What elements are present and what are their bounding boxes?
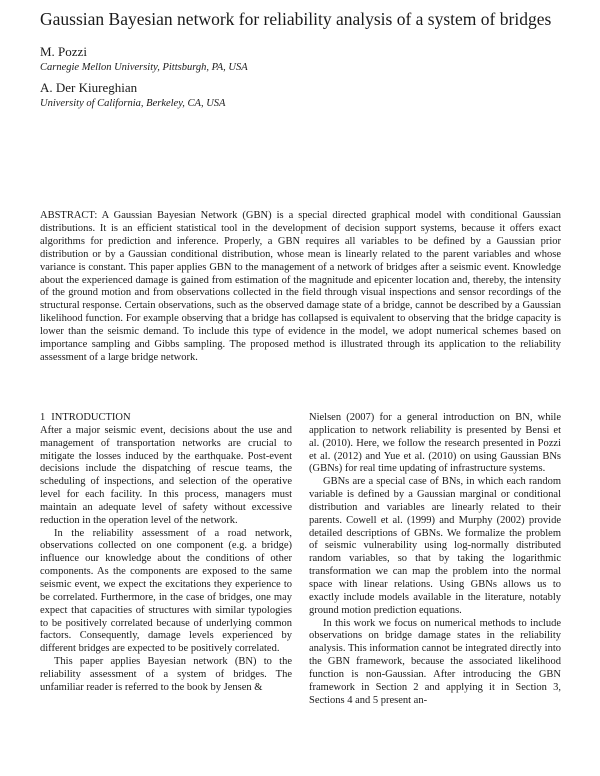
section-title: INTRODUCTION <box>51 412 131 423</box>
body-paragraph: In the reliability assessment of a road network, observations collected on one component (e.g. a bridge) influence our knowledge about the conditions of other components. As the components are exposed to the same seismic event, we expect the excitations they experience to be correlated. Furthermore, in the case of bridges, one may expect that capacities of structures with similar typologies to be positively correlated because of underlying common factors. Consequently, damage levels experienced by different bridges are expected to be positively correlated. <box>40 527 292 655</box>
section-heading <box>40 412 292 425</box>
body-paragraph: GBNs are a special case of BNs, in which each random variable is defined by a Gaussian marginal or conditional distribution and variables are linearly related to their parents. Cowell et al. (1999) and Murphy (2002) provide detailed descriptions of GBNs. We formalize the problem of seismic vulnerability using log-normally distributed random variables, so that by taking the logarithmic transformation we can map the problem into the normal space with linear relations. Using GBNs allows us to exactly include models available in the literature, notably ground motion prediction equations. <box>309 476 561 616</box>
author-affiliation-1: Carnegie Mellon University, Pittsburgh, PA, USA <box>40 62 248 73</box>
body-paragraph: In this work we focus on numerical methods to include observations on bridge damage states in the reliability analysis. This information cannot be integrated directly into the GBN framework, because the associated likelihood function is non-Gaussian. After introducing the GBN framework in Section 2 and applying it in Section 3, Sections 4 and 5 present an- <box>309 617 561 706</box>
author-affiliation-2: University of California, Berkeley, CA, USA <box>40 98 226 109</box>
author-name-2: A. Der Kiureghian <box>40 80 138 95</box>
right-column <box>309 412 561 707</box>
body-paragraph: This paper applies Bayesian network (BN) to the reliability assessment of a system of bridges. The unfamiliar reader is referred to the book by Jensen & <box>40 656 292 693</box>
body-paragraph: Nielsen (2007) for a general introduction on BN, while application to network reliability is presented by Bensi et al. (2010). Here, we follow the research presented in Pozzi et al. (2012) and Yue et al. (2010) on using Gaussian BNs (GBNs) for real time updating of infrastructure systems. <box>309 412 561 475</box>
body-paragraph: After a major seismic event, decisions about the use and management of transportation networks are crucial to mitigate the losses induced by the earthquake. Post-event decisions include the dispatching of rescue teams, the scheduling of inspections, and selection of the operative level for each facility. In this process, managers must maintain an adequate level of safety without excessive reduction in the operation level of the network. <box>40 424 292 526</box>
author-name-1: M. Pozzi <box>40 44 87 59</box>
section-number: 1 <box>40 412 46 423</box>
left-column <box>40 412 292 695</box>
abstract: ABSTRACT: A Gaussian Bayesian Network (GBN) is a special directed graphical model with conditional Gaussian distributions. It is an efficient statistical tool in the development of decision support systems, because it offers exact algorithms for prediction and inference. Properly, a GBN requires all variables to be defined by a Gaussian prior distribution or by a Gaussian conditional distribution, whose mean is linearly related to the parent variables and whose variance is constant. This paper applies GBN to the management of a network of bridges after a seismic event. Knowledge about the experienced damage is gained from estimation of the magnitude and epicenter location and, thereby, the intensity of the ground motion and from observations collected in the field through visual inspections and sensor recordings of the structural response. Certain observations, such as the observed damage state of a bridge, cannot be described by a Gaussian likelihood function. For example observing that a bridge has collapsed is equivalent to observing that the bridge capacity is lower than the seismic demand. To include this type of evidence in the model, we adopt numerical schemes based on importance sampling and Gibbs sampling. The proposed method is illustrated through its application to the reliability assessment of a large bridge network. <box>40 210 561 363</box>
paper-title: Gaussian Bayesian network for reliability analysis of a system of bridges <box>40 9 552 29</box>
